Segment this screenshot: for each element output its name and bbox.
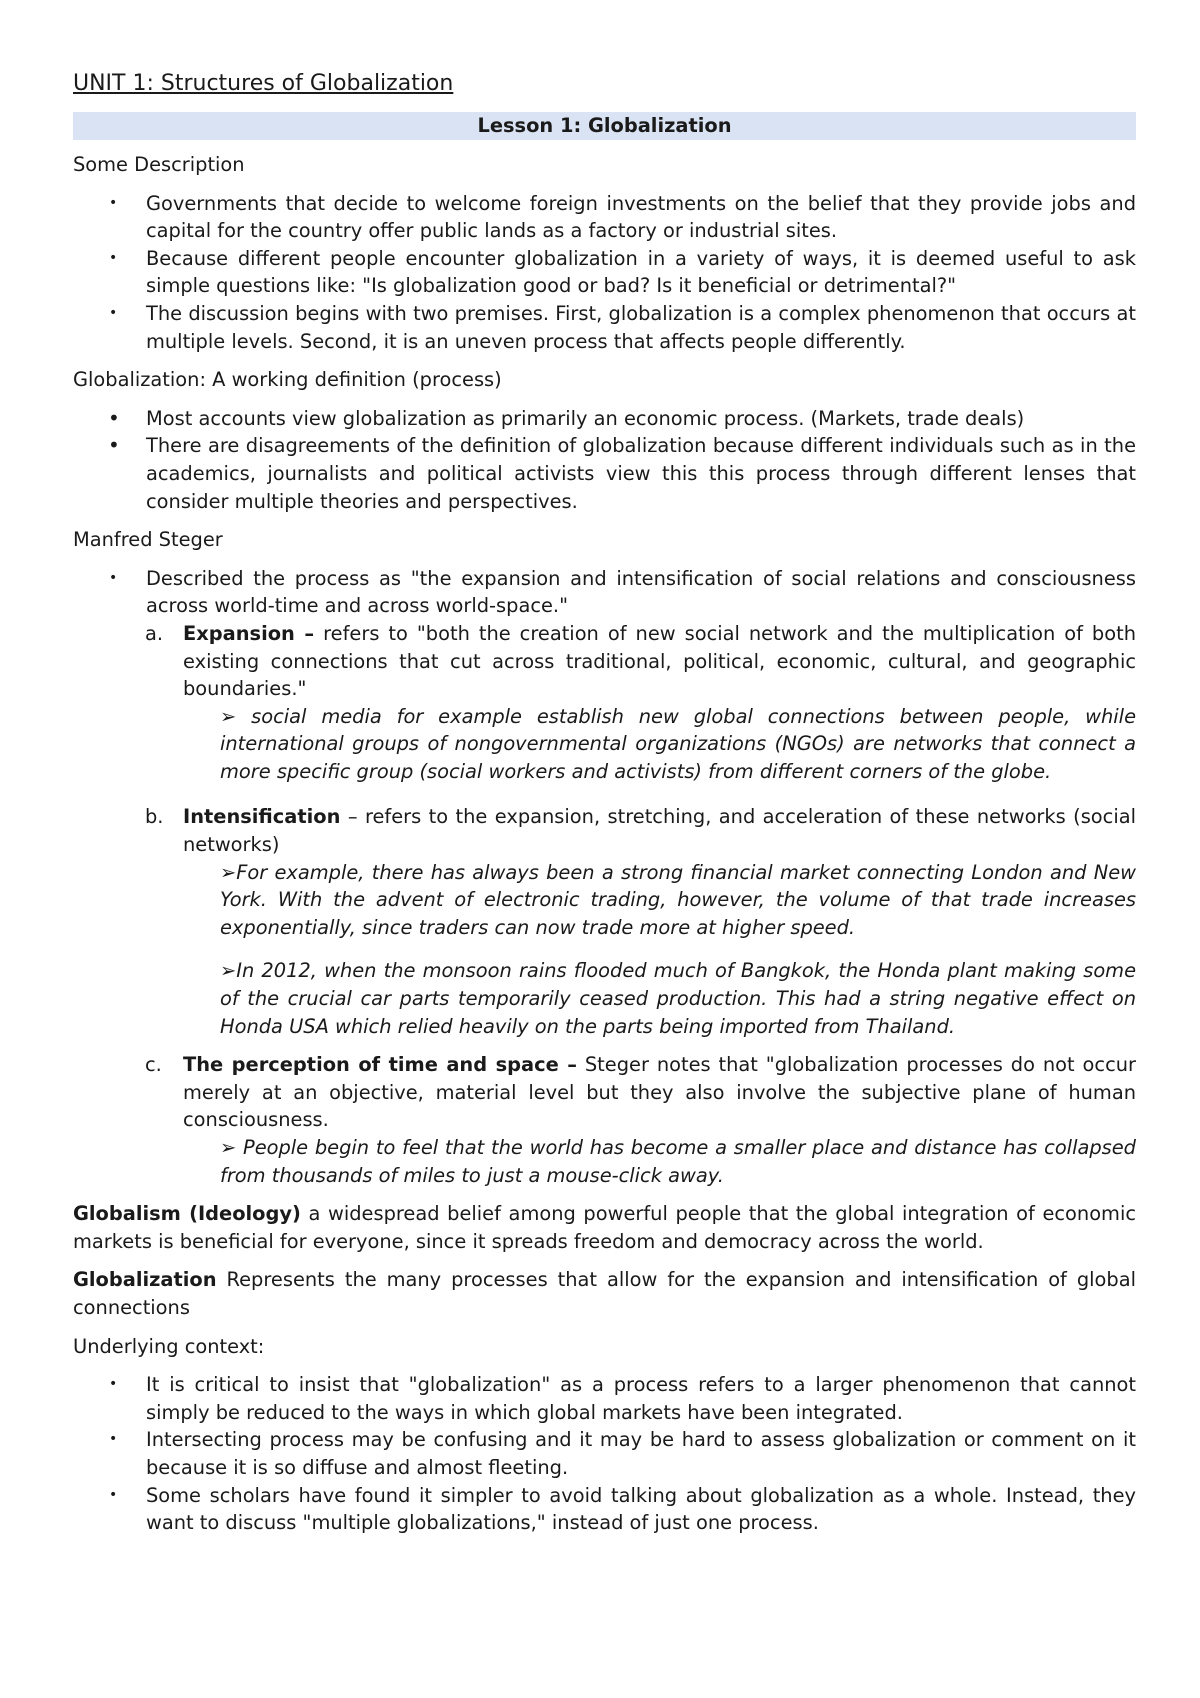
working-definition-list: [73, 405, 1136, 515]
lesson-title-bar: Lesson 1: Globalization: [73, 112, 1136, 140]
steger-list: [73, 565, 1136, 620]
bullet-icon: •: [109, 194, 118, 211]
globalism-definition: Globalism (Ideology) a widespread belief among powerful people that the global integration of economic markets is beneficial for everyone, since it spreads freedom and democracy across the world.: [73, 1202, 1136, 1253]
list-item: • The discussion begins with two premises. First, globalization is a complex phenomenon that occurs at multiple levels. Second, it is an uneven process that affects people differently.: [109, 301, 1136, 353]
sub-item-intensification: b. Intensification – refers to the expansion, stretching, and acceleration of these networks (social networks): [145, 805, 1136, 857]
unit-title: UNIT 1: Structures of Globalization: [73, 71, 454, 96]
underlying-context-heading: Underlying context:: [73, 1334, 265, 1358]
term: Globalism (Ideology): [73, 1202, 301, 1226]
list-item: • Most accounts view globalization as primarily an economic process. (Markets, trade deals): [73, 405, 1136, 433]
bullet-icon: •: [108, 433, 120, 458]
list-item: • Governments that decide to welcome foreign investments on the belief that they provide jobs and capital for the country offer public lands as a factory or industrial sites.: [109, 191, 1136, 243]
sub-item-expansion: a. Expansion – refers to "both the creation of new social network and the multiplication of both existing connections that cut across traditional, political, economic, cultural, and geographic boundaries.": [145, 621, 1136, 701]
underlying-context-list: [73, 1371, 1136, 1537]
example-text: ➢ social media for example establish new global connections between people, while international groups of nongovernmental organizations (NGOs) are networks that connect a more specific group (social workers and activists) from different corners of the globe.: [220, 704, 1136, 783]
bullet-icon: •: [109, 249, 118, 266]
list-item: • Described the process as "the expansion and intensification of social relations and consciousness across world-time and across world-space.": [109, 566, 1136, 618]
working-definition-heading: Globalization: A working definition (process): [73, 368, 502, 392]
some-description-list: [73, 190, 1136, 356]
example-text: ➢In 2012, when the monsoon rains flooded much of Bangkok, the Honda plant making some of the crucial car parts temporarily ceased production. This had a string negative effect on Honda USA which relied heavily on the parts being imported from Thailand.: [220, 959, 1136, 1038]
some-description-heading: Some Description: [73, 153, 245, 176]
term: Expansion –: [183, 621, 315, 645]
example-text: ➢For example, there has always been a strong financial market connecting London and New York. With the advent of electronic trading, however, the volume of that trade increases exponentially, since traders can now trade more at higher speed.: [220, 860, 1136, 939]
bullet-icon: •: [109, 1376, 118, 1393]
term: Globalization: [73, 1268, 217, 1292]
term: Intensification: [183, 805, 341, 829]
list-item: • Some scholars have found it simpler to avoid talking about globalization as a whole. Instead, they want to discuss "multiple globalizations," instead of just one process.: [109, 1483, 1136, 1535]
steger-heading: Manfred Steger: [73, 528, 223, 552]
sub-item-perception: c. The perception of time and space – Steger notes that "globalization processes do not occur merely at an objective, material level but they also involve the subjective plane of human consciousness.: [145, 1053, 1136, 1132]
example-text: ➢ People begin to feel that the world has become a smaller place and distance has collapsed from thousands of miles to just a mouse-click away.: [220, 1136, 1136, 1187]
bullet-icon: •: [109, 304, 118, 321]
bullet-icon: •: [109, 569, 118, 586]
steger-sublist: [73, 620, 1136, 1189]
globalization-definition: Globalization Represents the many processes that allow for the expansion and intensification of global connections: [73, 1268, 1136, 1319]
bullet-icon: •: [108, 405, 120, 430]
list-item: • Because different people encounter globalization in a variety of ways, it is deemed useful to ask simple questions like: "Is globalization good or bad? Is it beneficial or detrimental?": [109, 246, 1136, 298]
term: The perception of time and space –: [183, 1053, 577, 1077]
document-page: [73, 70, 1136, 1548]
bullet-icon: •: [109, 1431, 118, 1448]
bullet-icon: •: [109, 1486, 118, 1503]
list-item: • Intersecting process may be confusing and it may be hard to assess globalization or comment on it because it is so diffuse and almost fleeting.: [109, 1428, 1136, 1479]
list-item: • There are disagreements of the definition of globalization because different individuals such as in the academics, journalists and political activists view this this process through different lenses that consider multiple theories and perspectives.: [108, 433, 1136, 513]
list-item: • It is critical to insist that "globalization" as a process refers to a larger phenomenon that cannot simply be reduced to the ways in which global markets have been integrated.: [109, 1373, 1136, 1424]
